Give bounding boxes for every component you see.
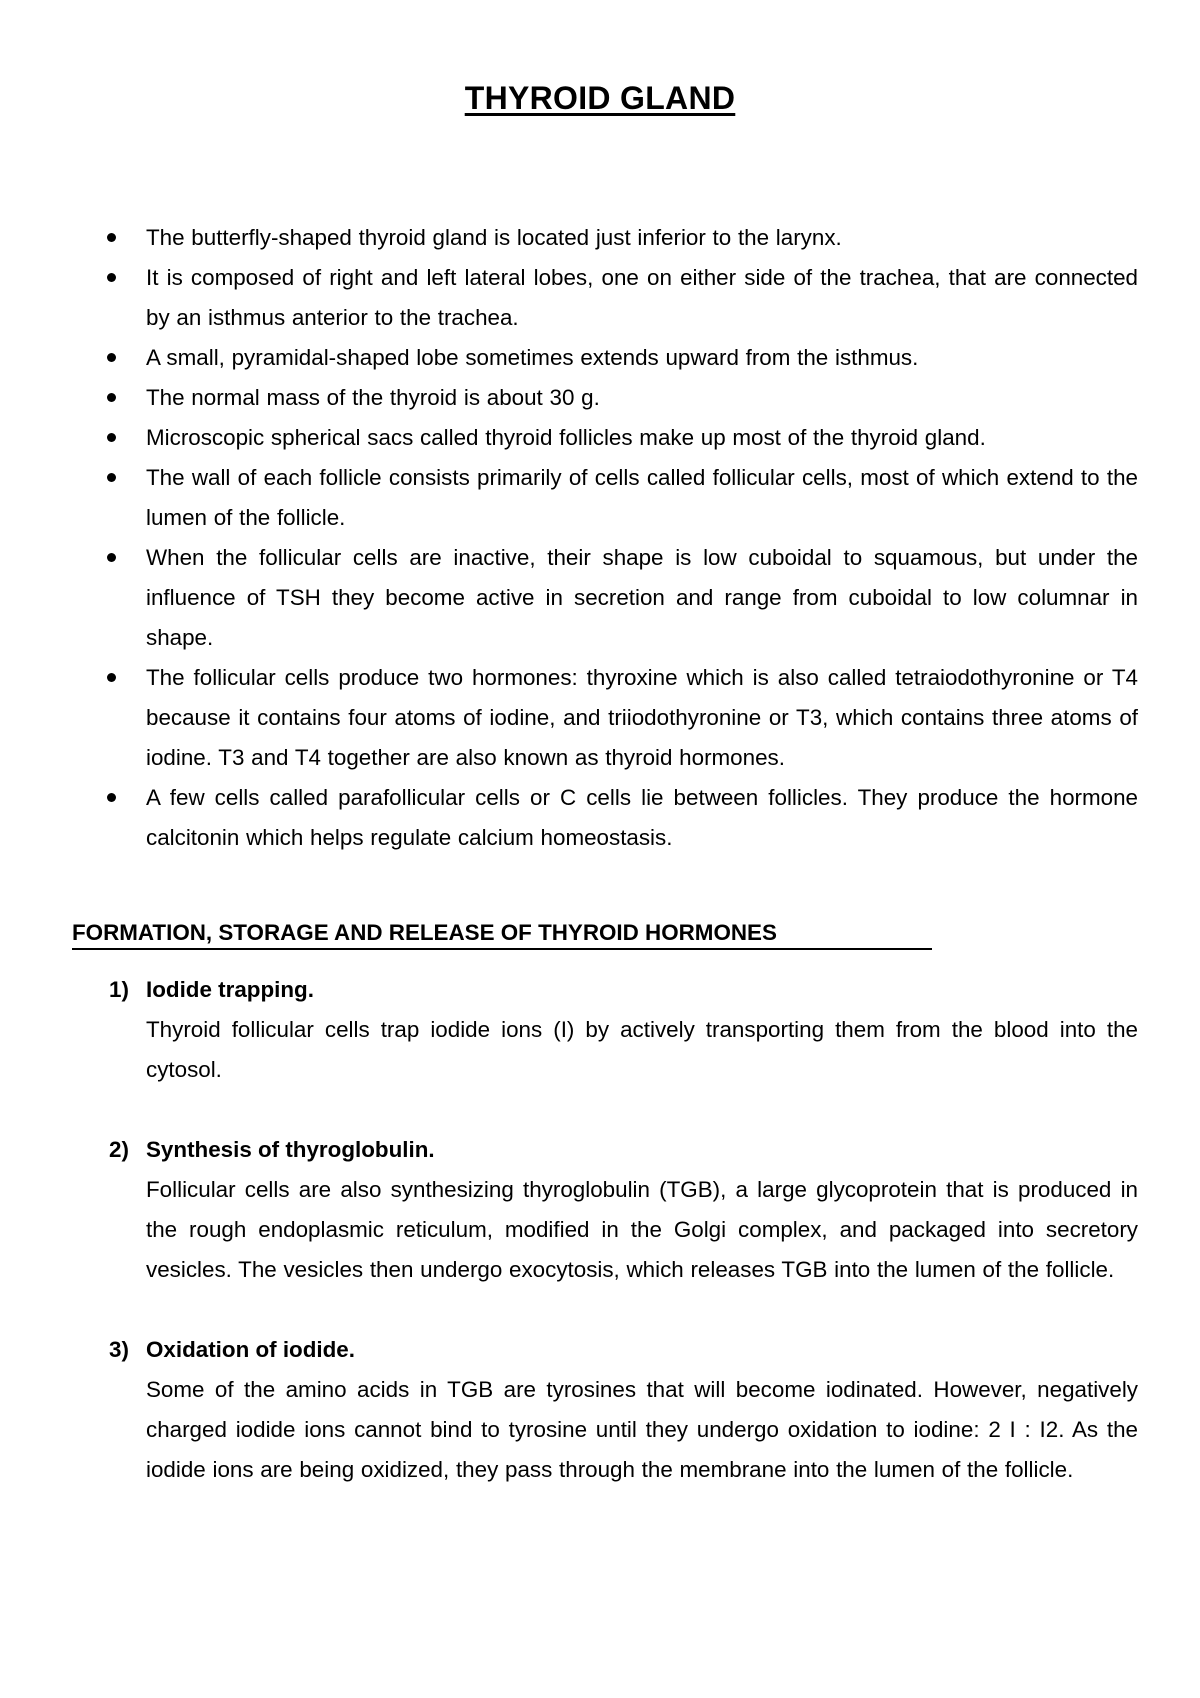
bullet-text: The follicular cells produce two hormones: thyroxine which is also called tetraiodothyronine or T4 because it contains four atoms of iodine, and triiodothyronine or T3, which contains three atoms of iodine. T3 and T4 together are also known as thyroid hormones. bbox=[146, 665, 1138, 770]
bullet-dot-icon bbox=[107, 793, 116, 802]
step-item bbox=[104, 1130, 1138, 1290]
list-item bbox=[104, 338, 1138, 378]
bullet-text: Microscopic spherical sacs called thyroid follicles make up most of the thyroid gland. bbox=[146, 425, 986, 450]
step-title: Oxidation of iodide. bbox=[146, 1337, 355, 1362]
section-heading: FORMATION, STORAGE AND RELEASE OF THYROID HORMONES bbox=[72, 918, 932, 950]
bullet-text: It is composed of right and left lateral lobes, one on either side of the trachea, that are connected by an isthmus anterior to the trachea. bbox=[146, 265, 1138, 330]
bullet-list bbox=[104, 218, 1138, 858]
bullet-dot-icon bbox=[107, 233, 116, 242]
bullet-dot-icon bbox=[107, 673, 116, 682]
bullet-text: A few cells called parafollicular cells or C cells lie between follicles. They produce the hormone calcitonin which helps regulate calcium homeostasis. bbox=[146, 785, 1138, 850]
bullet-text: When the follicular cells are inactive, their shape is low cuboidal to squamous, but under the influence of TSH they become active in secretion and range from cuboidal to low columnar in shape. bbox=[146, 545, 1138, 650]
list-item bbox=[104, 458, 1138, 538]
bullet-text: The normal mass of the thyroid is about 30 g. bbox=[146, 385, 600, 410]
bullet-dot-icon bbox=[107, 433, 116, 442]
step-number: 3) bbox=[109, 1337, 129, 1362]
bullet-dot-icon bbox=[107, 393, 116, 402]
step-item bbox=[104, 970, 1138, 1090]
list-item bbox=[104, 258, 1138, 338]
list-item bbox=[104, 218, 1138, 258]
list-item bbox=[104, 538, 1138, 658]
step-number: 2) bbox=[109, 1137, 129, 1162]
list-item bbox=[104, 778, 1138, 858]
bullet-text: The wall of each follicle consists primarily of cells called follicular cells, most of which extend to the lumen of the follicle. bbox=[146, 465, 1138, 530]
bullet-text: A small, pyramidal-shaped lobe sometimes extends upward from the isthmus. bbox=[146, 345, 919, 370]
step-body: Thyroid follicular cells trap iodide ions (I) by actively transporting them from the blood into the cytosol. bbox=[146, 1017, 1138, 1082]
bullet-dot-icon bbox=[107, 273, 116, 282]
bullet-text: The butterfly-shaped thyroid gland is located just inferior to the larynx. bbox=[146, 225, 842, 250]
list-item bbox=[104, 418, 1138, 458]
bullet-dot-icon bbox=[107, 473, 116, 482]
step-number: 1) bbox=[109, 977, 129, 1002]
list-item bbox=[104, 658, 1138, 778]
step-list bbox=[104, 970, 1138, 1530]
list-item bbox=[104, 378, 1138, 418]
step-title: Synthesis of thyroglobulin. bbox=[146, 1137, 435, 1162]
step-body: Some of the amino acids in TGB are tyrosines that will become iodinated. However, negatively charged iodide ions cannot bind to tyrosine until they undergo oxidation to iodine: 2 I : I2. As the iodide ions are being oxidized, they pass through the membrane into the lumen of the follicle. bbox=[146, 1377, 1138, 1482]
step-body: Follicular cells are also synthesizing thyroglobulin (TGB), a large glycoprotein that is produced in the rough endoplasmic reticulum, modified in the Golgi complex, and packaged into secretory vesicles. The vesicles then undergo exocytosis, which releases TGB into the lumen of the follicle. bbox=[146, 1177, 1138, 1282]
step-title: Iodide trapping. bbox=[146, 977, 314, 1002]
bullet-dot-icon bbox=[107, 353, 116, 362]
step-item bbox=[104, 1330, 1138, 1490]
page-title: THYROID GLAND bbox=[464, 80, 736, 116]
bullet-dot-icon bbox=[107, 553, 116, 562]
